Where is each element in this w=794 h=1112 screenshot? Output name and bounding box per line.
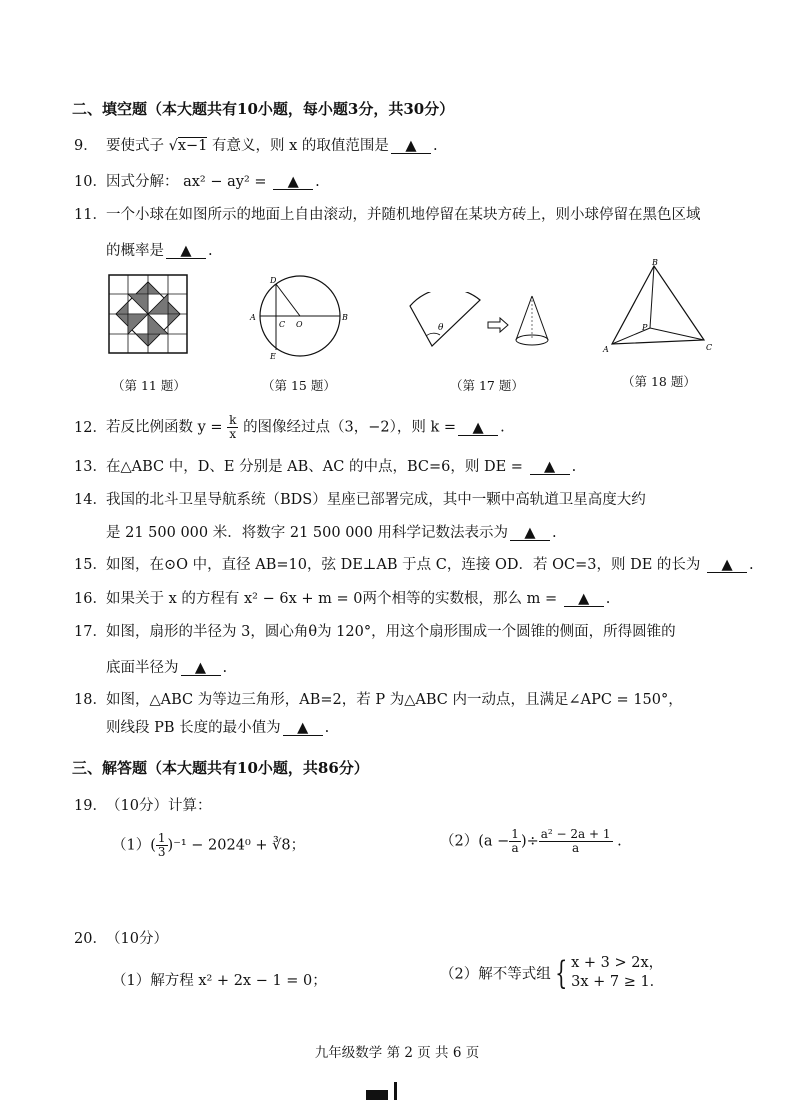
figure-11-caption: （第 11 题）: [112, 378, 186, 393]
scan-mark: [394, 1082, 397, 1100]
page-footer: 九年级数学 第 2 页 共 6 页: [314, 1045, 480, 1061]
question-10: 10．因式分解： ax² − ay² = ▲ .: [74, 174, 320, 190]
question-17: 17．如图，扇形的半径为 3，圆心角θ为 120°，用这个扇形围成一个圆锥的侧面，所得圆锥的: [74, 624, 676, 640]
figure-15-caption: （第 15 题）: [262, 378, 336, 393]
figure-15-circle: [248, 272, 352, 362]
label-C: C: [706, 343, 713, 352]
figure-17-sector-cone: [404, 292, 564, 354]
label-theta: θ: [438, 323, 444, 333]
scan-mark: [366, 1090, 388, 1100]
label-B: B: [342, 313, 348, 322]
figure-17-caption: （第 17 题）: [450, 378, 524, 393]
answer-blank: ▲: [181, 661, 221, 676]
question-14-line2: 是 21 500 000 米．将数字 21 500 000 用科学记数法表示为 ▲ .: [106, 525, 557, 541]
question-19-part2: （2）(a − $\frac{1}{a}$ )÷ $\frac{\text{a² − 2a + 1}}{a}$ .: [440, 827, 622, 855]
answer-blank: ▲: [707, 558, 747, 573]
label-E: E: [270, 352, 276, 361]
label-A: A: [603, 345, 609, 354]
answer-blank: ▲: [510, 526, 550, 541]
figure-18-triangle: [600, 256, 716, 356]
question-12: 12．若反比例函数 y = $\frac{k}{x}$ 的图像经过点（3，−2），则 k = ▲ .: [74, 413, 505, 441]
question-18-line2: 则线段 PB 长度的最小值为 ▲ .: [106, 720, 330, 736]
question-19: 19．（10分）计算：: [74, 798, 212, 814]
figure-18-caption: （第 18 题）: [622, 374, 696, 389]
answer-blank: ▲: [530, 460, 570, 475]
label-P: P: [642, 323, 648, 332]
question-20-part1: （1）解方程 x² + 2x − 1 = 0；: [112, 973, 327, 989]
section-title-fill-in: 二、填空题（本大题共有10小题，每小题3分，共30分）: [72, 100, 455, 118]
answer-blank: ▲: [458, 421, 498, 436]
question-14: 14．我国的北斗卫星导航系统（BDS）星座已部署完成，其中一颗中高轨道卫星高度大约: [74, 492, 646, 508]
label-O: O: [296, 320, 303, 329]
section-title-solve: 三、解答题（本大题共有10小题，共86分）: [72, 759, 369, 777]
question-18: 18．如图，△ABC 为等边三角形，AB=2，若 P 为△ABC 内一动点，且满足∠APC = 150°，: [74, 692, 683, 708]
label-B: B: [652, 258, 658, 267]
answer-blank: ▲: [166, 244, 206, 259]
question-9: 9． 要使式子 √x−1 有意义，则 x 的取值范围是 ▲ .: [74, 138, 438, 154]
question-17-line2: 底面半径为 ▲ .: [106, 660, 228, 676]
question-16: 16．如果关于 x 的方程有 x² − 6x + m = 0两个相等的实数根，那么 m = ▲ .: [74, 591, 611, 607]
answer-blank: ▲: [391, 139, 431, 154]
label-D: D: [270, 276, 277, 285]
question-15: 15．如图，在⊙O 中，直径 AB=10，弦 DE⊥AB 于点 C，连接 OD．若 OC=3，则 DE 的长为 ▲ .: [74, 557, 754, 573]
figure-11-tiles: [108, 274, 188, 354]
question-20: 20．（10分）: [74, 931, 168, 947]
label-C: C: [279, 320, 286, 329]
question-19-part1: （1）( $\frac{1}{3}$ )⁻¹ − 2024⁰ + ∛8；: [112, 831, 306, 859]
answer-blank: ▲: [564, 592, 604, 607]
answer-blank: ▲: [283, 721, 323, 736]
label-A: A: [250, 313, 256, 322]
question-11-line2: 的概率是 ▲ .: [106, 243, 213, 259]
brace: {: [554, 954, 568, 992]
question-13: 13．在△ABC 中，D、E 分别是 AB、AC 的中点，BC=6，则 DE = ▲ .: [74, 459, 577, 475]
answer-blank: ▲: [273, 175, 313, 190]
question-11: 11．一个小球在如图所示的地面上自由滚动，并随机地停留在某块方砖上，则小球停留在黑色区域: [74, 207, 701, 223]
question-20-part2: （2）解不等式组 { x + 3 > 2x， 3x + 7 ≥ 1．: [440, 954, 665, 992]
sqrt-sign: √: [168, 138, 178, 154]
